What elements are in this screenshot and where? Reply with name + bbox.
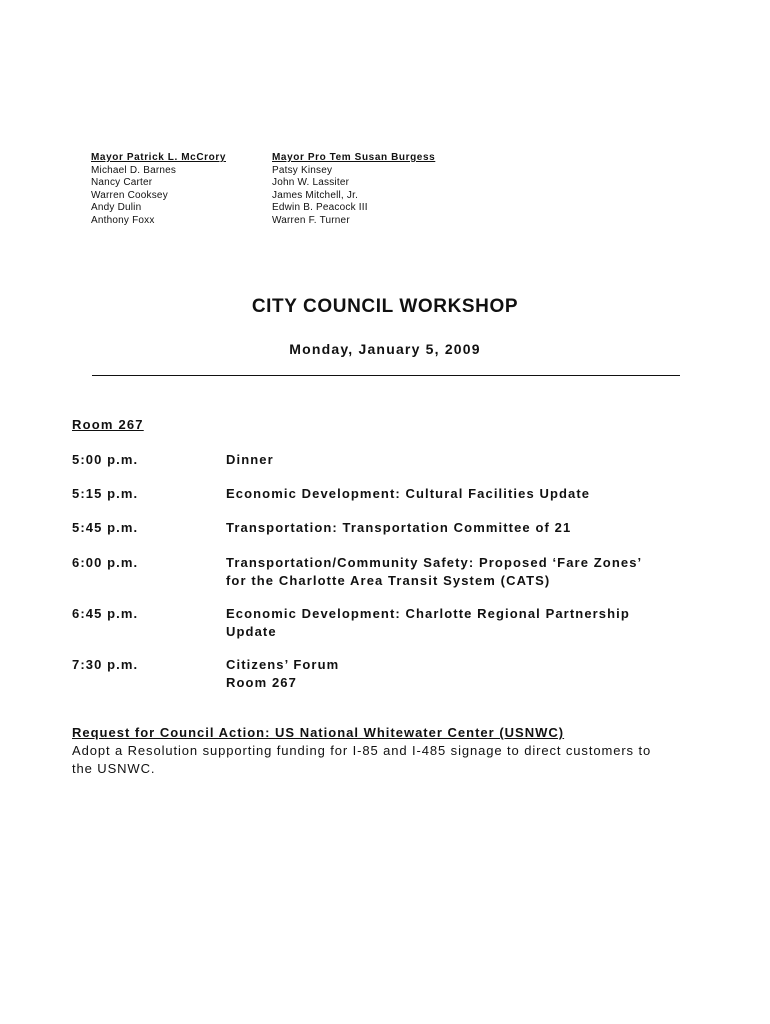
horizontal-divider [92,375,680,376]
agenda-item [226,519,706,537]
agenda-time: 7:30 p.m. [72,657,139,672]
council-member: Warren Cooksey [91,189,168,201]
agenda-item [226,656,706,692]
request-body-line: Adopt a Resolution supporting funding for I-85 and I-485 signage to direct customers to [72,743,652,758]
agenda-item-line: Room 267 [226,675,297,690]
agenda-item-line: Update [226,624,277,639]
council-member: Edwin B. Peacock III [272,202,368,214]
agenda-item-line: for the Charlotte Area Transit System (CATS) [226,573,551,588]
meeting-date: Monday, January 5, 2009 [289,341,481,357]
agenda-item-line: Citizens’ Forum [226,657,340,672]
request-body-line: the USNWC. [72,761,156,776]
mayor-name: Mayor Patrick L. McCrory [91,152,226,163]
agenda-item-line: Transportation: Transportation Committee of 21 [226,520,572,535]
request-body [72,742,702,778]
room-heading: Room 267 [72,417,144,432]
council-left-column [91,152,226,228]
agenda-item [226,451,706,469]
council-member: James Mitchell, Jr. [272,189,359,201]
agenda-item [226,554,706,590]
agenda-item [226,485,706,503]
agenda-item-line: Transportation/Community Safety: Proposed ‘Fare Zones’ [226,555,643,570]
council-member: Warren F. Turner [272,214,350,226]
page-title: CITY COUNCIL WORKSHOP [251,296,519,317]
request-heading: Request for Council Action: US National Whitewater Center (USNWC) [72,725,565,740]
agenda-item-line: Economic Development: Charlotte Regional Partnership [226,606,630,621]
agenda-item-line: Dinner [226,452,274,467]
agenda-time: 5:15 p.m. [72,486,139,501]
agenda-item-line: Economic Development: Cultural Facilities Update [226,486,591,501]
agenda-time: 6:00 p.m. [72,555,139,570]
council-member: John W. Lassiter [272,177,350,189]
council-member: Nancy Carter [91,177,153,189]
council-member: Andy Dulin [91,202,142,214]
agenda-item [226,605,706,641]
mayor-pro-tem-name: Mayor Pro Tem Susan Burgess [272,152,436,163]
council-member: Michael D. Barnes [91,164,177,176]
agenda-time: 5:00 p.m. [72,452,139,467]
council-member: Anthony Foxx [91,214,155,226]
agenda-time: 5:45 p.m. [72,520,139,535]
agenda-time: 6:45 p.m. [72,606,139,621]
council-member: Patsy Kinsey [272,164,333,176]
council-right-column [272,152,435,228]
